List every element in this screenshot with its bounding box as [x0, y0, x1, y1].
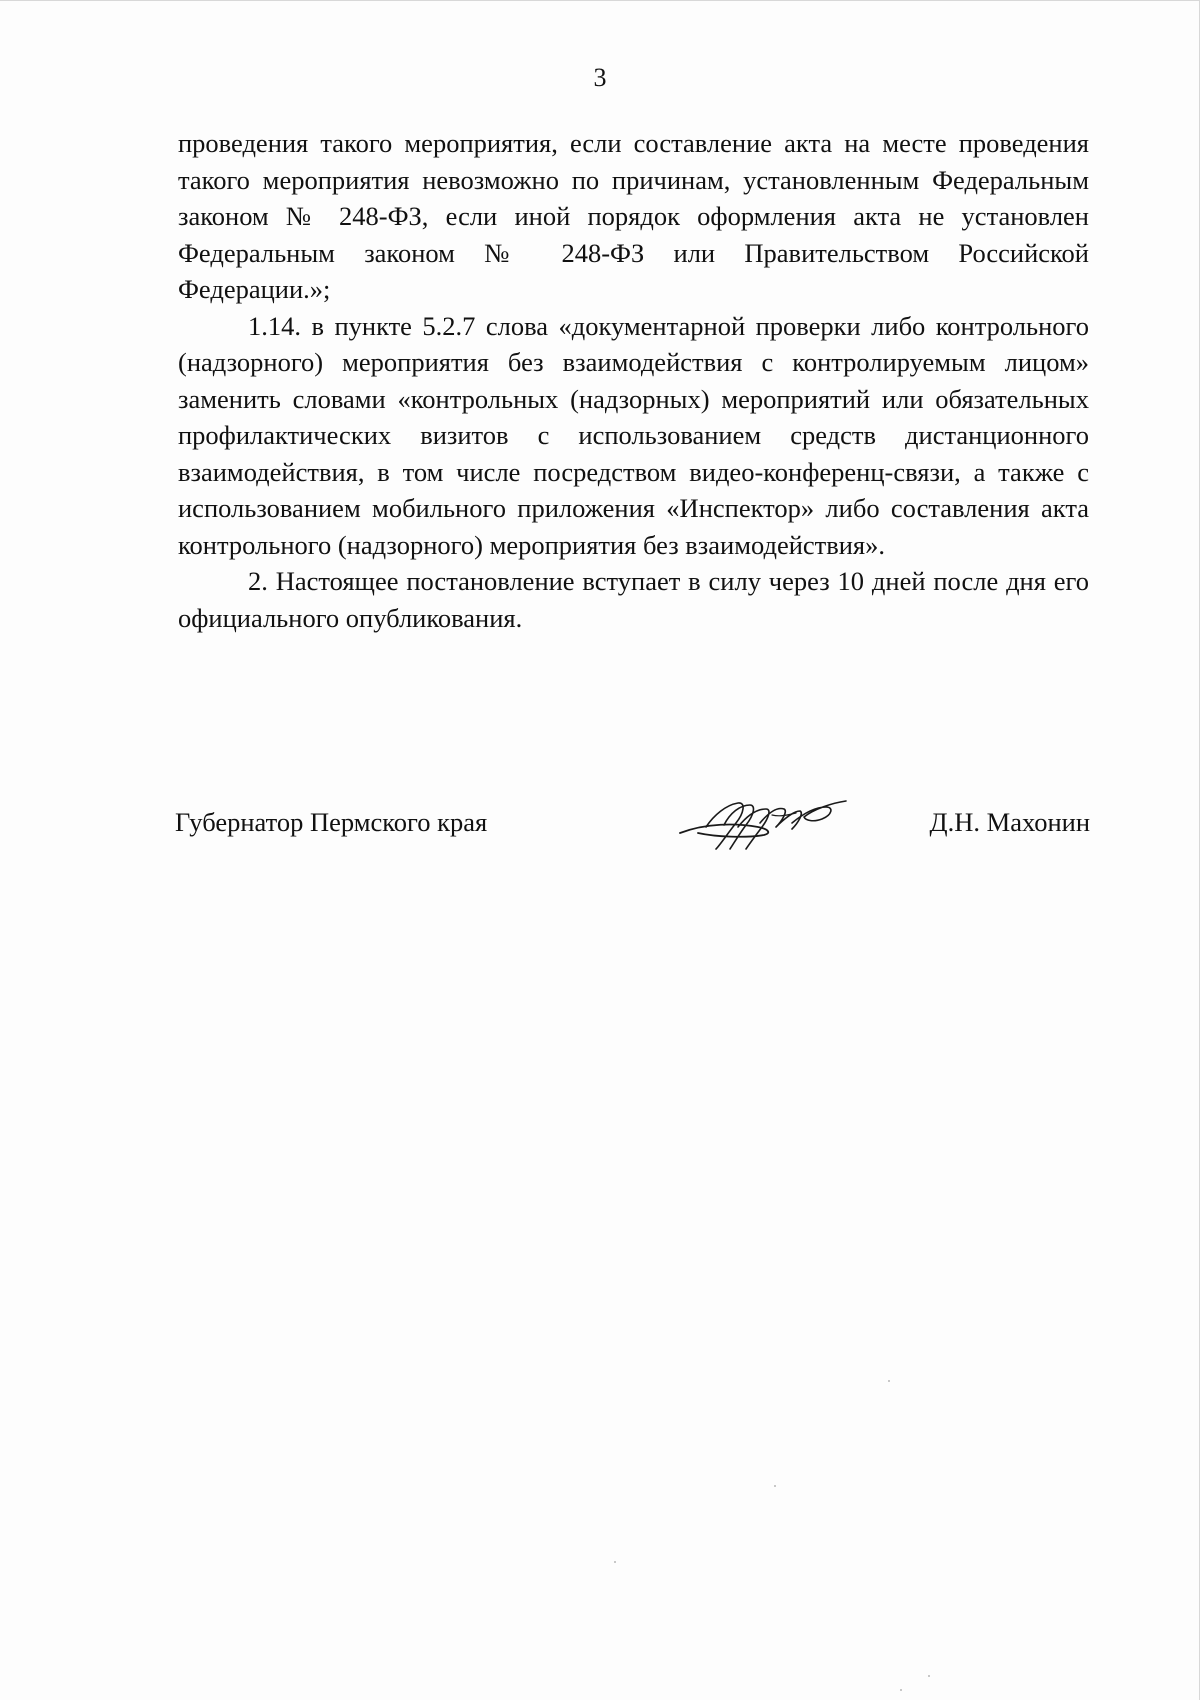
signer-title: Губернатор Пермского края — [175, 807, 488, 837]
handwritten-signature-icon — [676, 793, 852, 853]
paragraph-item-2: 2. Настоящее постановление вступает в силу через 10 дней после дня его официального опубликования. — [178, 566, 1089, 633]
scan-speck — [614, 1561, 616, 1563]
paragraph-item-1-14: 1.14. в пункте 5.2.7 слова «документарной проверки либо контрольного (надзорного) мероприятия без взаимодействия с контролируемым лицом» заменить словами «контрольных (надзорных) мероприятий или обязательных профилактических визитов с использованием средств дистанционного взаимодействия, в том числе посредством видео-конференц-связи, а также с использованием мобильного приложения «Инспектор» либо составления акта контрольного (надзорного) мероприятия без взаимодействия». — [178, 310, 1089, 560]
paragraph-continuation: проведения такого мероприятия, если составление акта на месте проведения такого мероприятия невозможно по причинам, установленным Федеральным законом № 248-ФЗ, если иной порядок оформления акта не установлен Федеральным законом № 248-ФЗ или Правительством Российской Федерации.»; — [178, 128, 1089, 304]
scan-speck — [888, 1380, 890, 1382]
scan-speck — [900, 1689, 902, 1691]
page-number: 3 — [593, 63, 607, 92]
scan-speck — [928, 1675, 930, 1677]
signature-block — [175, 804, 1090, 844]
signer-name: Д.Н. Махонин — [929, 807, 1090, 837]
document-body — [178, 125, 1089, 636]
scan-speck — [774, 1485, 776, 1487]
